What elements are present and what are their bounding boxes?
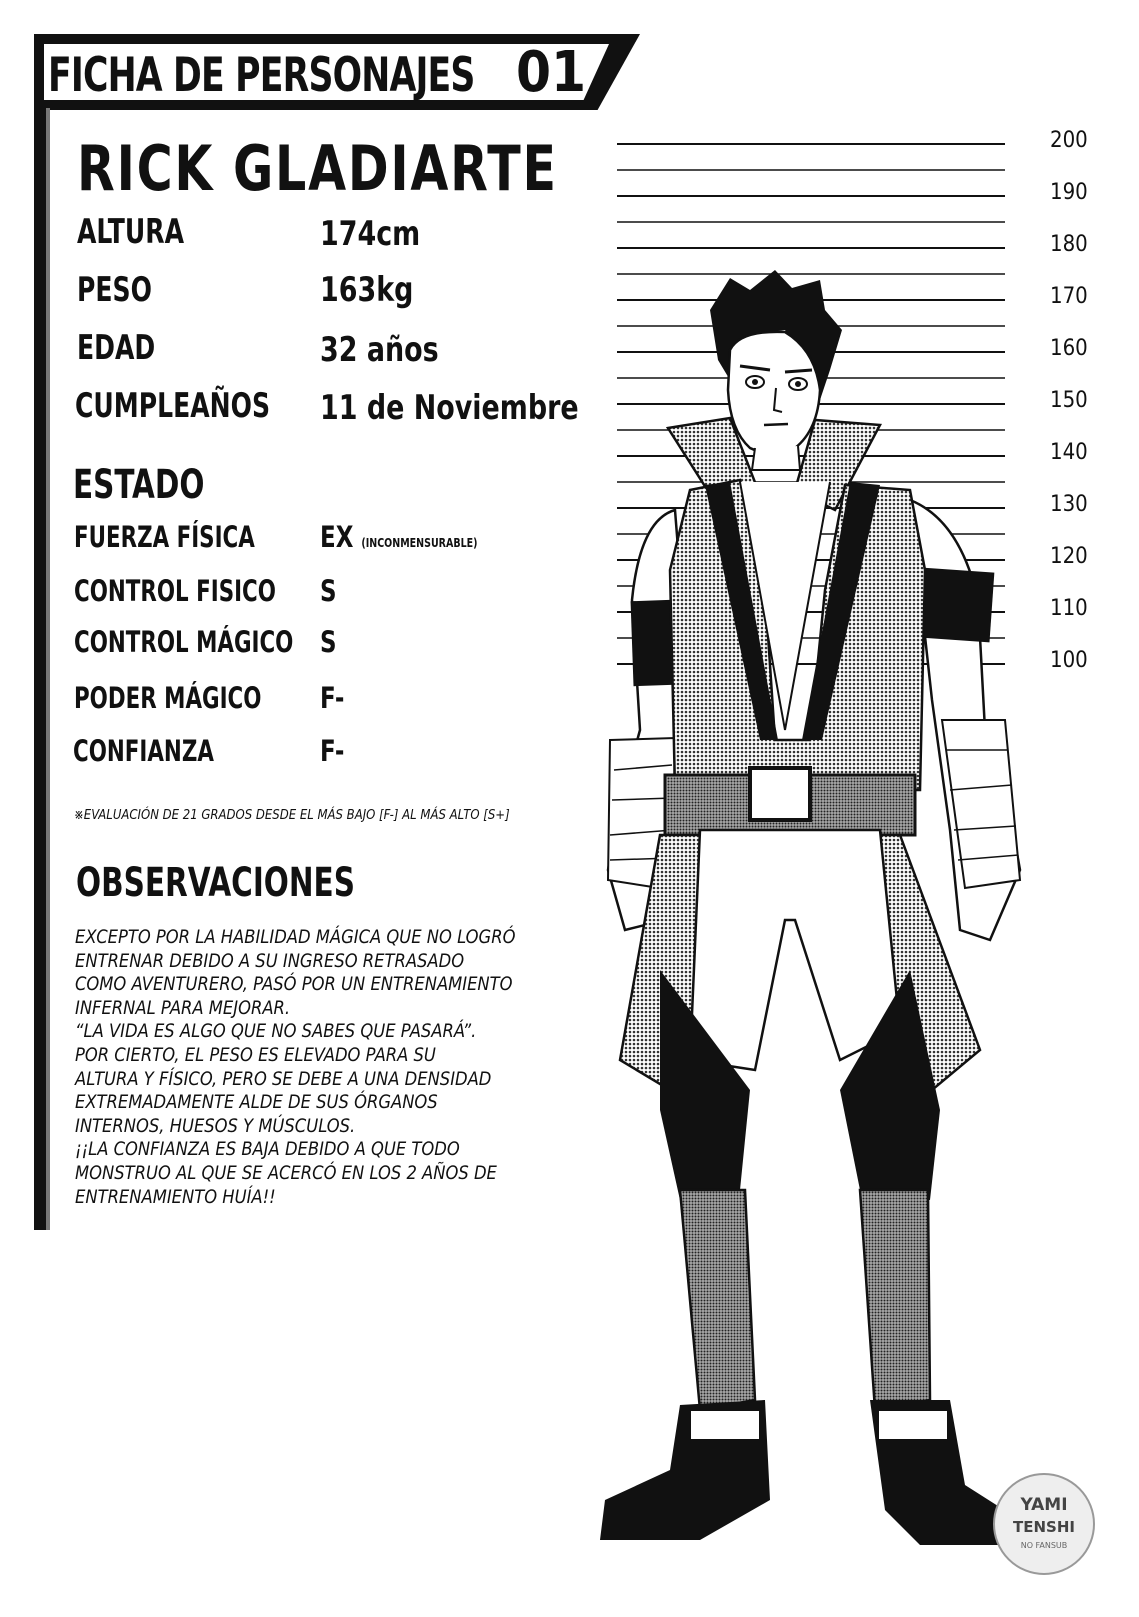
character-name: RICK GLADIARTE	[77, 132, 558, 205]
height-label-180: 180	[1050, 232, 1088, 257]
status-value-strength-note: (INCONMENSURABLE)	[361, 536, 478, 550]
status-value-physical-control: S	[320, 574, 337, 608]
svg-text:YAMI: YAMI	[1020, 1495, 1068, 1515]
status-value-magic-power: F-	[320, 681, 345, 715]
status-label-strength: FUERZA FÍSICA	[74, 520, 255, 554]
observations-line: POR CIERTO, EL PESO ES ELEVADO PARA SU	[75, 1044, 436, 1066]
status-title: ESTADO	[73, 462, 205, 508]
header-number: 01	[516, 40, 587, 105]
status-value-strength-grade: EX	[320, 520, 354, 554]
status-label-physical-control: CONTROL FISICO	[74, 574, 276, 608]
status-label-confidence: CONFIANZA	[73, 734, 214, 768]
height-label-150: 150	[1050, 388, 1088, 413]
height-label-100: 100	[1050, 648, 1088, 673]
observations-line: ¡¡LA CONFIANZA ES BAJA DEBIDO A QUE TODO	[75, 1139, 460, 1161]
observations-line: MONSTRUO AL QUE SE ACERCÓ EN LOS 2 AÑOS DE	[75, 1162, 497, 1184]
observations-line: EXTREMADAMENTE ALDE DE SUS ÓRGANOS	[75, 1092, 438, 1114]
profile-label-age: EDAD	[77, 328, 156, 368]
observations-line: COMO AVENTURERO, PASÓ POR UN ENTRENAMIENTO	[75, 974, 513, 996]
svg-text:NO FANSUB: NO FANSUB	[1020, 1541, 1068, 1550]
height-label-190: 190	[1050, 180, 1088, 205]
profile-value-age: 32 años	[320, 330, 439, 370]
character-illustration	[580, 270, 1050, 1590]
observations-line: INTERNOS, HUESOS Y MÚSCULOS.	[75, 1115, 356, 1137]
height-label-120: 120	[1050, 544, 1088, 569]
header-title: FICHA DE PERSONAJES	[48, 48, 475, 103]
height-label-200: 200	[1050, 128, 1088, 153]
observations-line: ALTURA Y FÍSICO, PERO SE DEBE A UNA DENSIDAD	[75, 1068, 492, 1090]
height-label-160: 160	[1050, 336, 1088, 361]
status-value-magic-control: S	[320, 625, 337, 659]
height-label-110: 110	[1050, 596, 1088, 621]
status-value-confidence: F-	[320, 734, 345, 768]
observations-line: ENTRENAR DEBIDO A SU INGRESO RETRASADO	[75, 950, 465, 972]
profile-label-birthday: CUMPLEAÑOS	[75, 386, 271, 426]
svg-text:TENSHI: TENSHI	[1013, 1518, 1075, 1536]
profile-value-height: 174cm	[320, 214, 421, 254]
watermark-seal	[990, 1470, 1098, 1578]
profile-label-weight: PESO	[77, 270, 152, 310]
observations-line: EXCEPTO POR LA HABILIDAD MÁGICA QUE NO LOGRÓ	[75, 927, 516, 948]
profile-label-height: ALTURA	[77, 212, 184, 252]
status-footnote: ※EVALUACIÓN DE 21 GRADOS DESDE EL MÁS BAJO [F-] AL MÁS ALTO [S+]	[74, 808, 510, 823]
status-label-magic-control: CONTROL MÁGICO	[74, 625, 294, 659]
height-label-140: 140	[1050, 440, 1088, 465]
profile-value-weight: 163kg	[320, 270, 414, 310]
observations-line: ENTRENAMIENTO HUÍA!!	[75, 1186, 276, 1208]
height-label-130: 130	[1050, 492, 1088, 517]
profile-value-birthday: 11 de Noviembre	[320, 388, 579, 428]
height-label-170: 170	[1050, 284, 1088, 309]
status-label-magic-power: PODER MÁGICO	[74, 681, 262, 715]
observations-title: OBSERVACIONES	[76, 860, 355, 906]
observations-line: INFERNAL PARA MEJORAR.	[75, 997, 291, 1019]
observations-line: “LA VIDA ES ALGO QUE NO SABES QUE PASARÁ”.	[75, 1021, 477, 1043]
